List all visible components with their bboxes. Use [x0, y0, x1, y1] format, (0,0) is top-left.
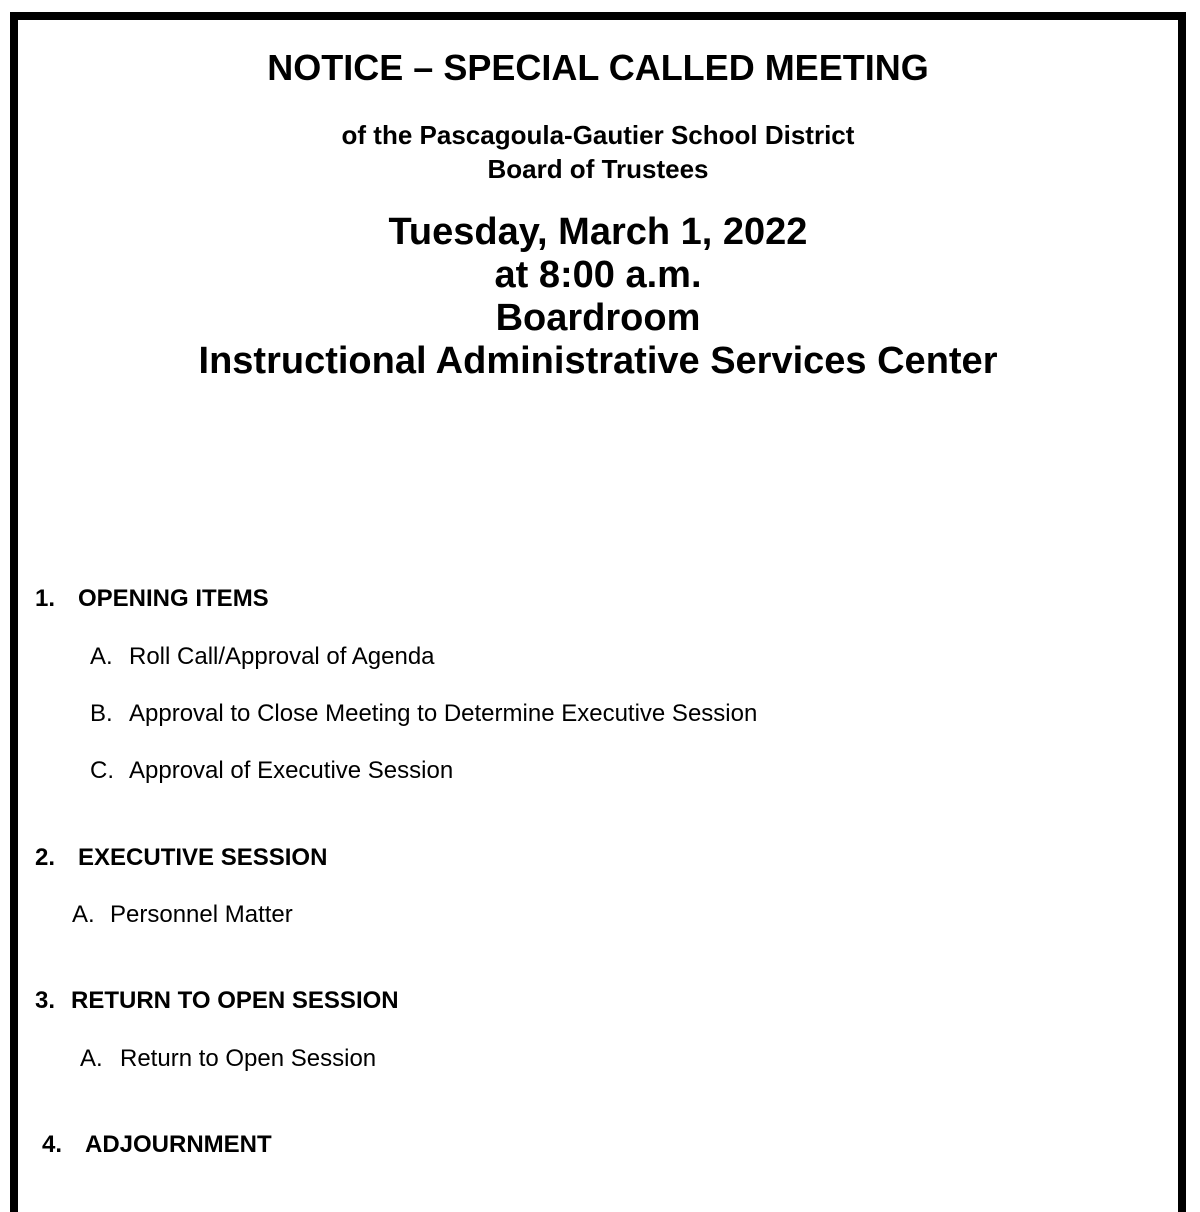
- district-name: of the Pascagoula-Gautier School District: [341, 120, 855, 150]
- agenda-item-1b: [90, 700, 757, 728]
- item-text: Approval to Close Meeting to Determine Executive Session: [129, 700, 758, 727]
- item-letter: C.: [90, 757, 114, 784]
- agenda-item-3a: [80, 1045, 376, 1073]
- agenda-item-1c: [90, 757, 453, 785]
- notice-title: NOTICE – SPECIAL CALLED MEETING: [267, 47, 929, 88]
- item-text: Personnel Matter: [110, 901, 293, 928]
- agenda-section-3: [35, 987, 399, 1015]
- agenda-section-1: [35, 585, 269, 613]
- section-number: 4.: [42, 1131, 63, 1158]
- section-number: 2.: [35, 844, 56, 871]
- section-heading: RETURN TO OPEN SESSION: [71, 987, 399, 1014]
- item-text: Roll Call/Approval of Agenda: [129, 643, 435, 670]
- item-letter: A.: [80, 1045, 103, 1072]
- meeting-building: Instructional Administrative Services Center: [198, 340, 998, 382]
- section-heading: ADJOURNMENT: [85, 1131, 272, 1158]
- agenda-item-2a: [72, 901, 293, 929]
- meeting-room: Boardroom: [495, 297, 701, 339]
- section-heading: EXECUTIVE SESSION: [78, 844, 328, 871]
- agenda-section-4: [42, 1131, 272, 1159]
- meeting-time: at 8:00 a.m.: [494, 254, 702, 296]
- agenda-section-2: [35, 844, 327, 872]
- section-number: 1.: [35, 585, 56, 612]
- section-number: 3.: [35, 987, 56, 1014]
- meeting-date: Tuesday, March 1, 2022: [388, 211, 808, 253]
- section-heading: OPENING ITEMS: [78, 585, 269, 612]
- item-letter: A.: [72, 901, 95, 928]
- agenda-item-1a: [90, 643, 435, 671]
- item-text: Approval of Executive Session: [129, 757, 454, 784]
- item-text: Return to Open Session: [120, 1045, 377, 1072]
- item-letter: B.: [90, 700, 113, 727]
- board-name: Board of Trustees: [487, 154, 709, 184]
- item-letter: A.: [90, 643, 113, 670]
